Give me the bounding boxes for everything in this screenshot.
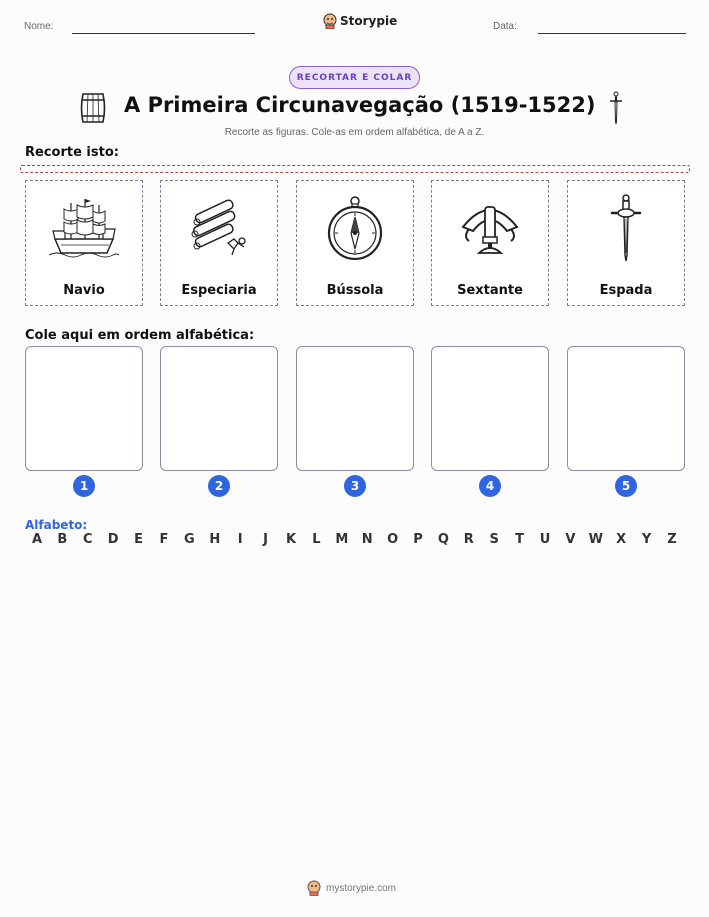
footer xyxy=(307,880,396,896)
alphabet-letter: J xyxy=(263,532,269,547)
cut-card-label: Navio xyxy=(63,283,105,298)
alphabet-letter: D xyxy=(107,532,119,547)
slot-number-2: 2 xyxy=(208,475,230,497)
alphabet-letter: W xyxy=(588,532,603,547)
cut-card-espada[interactable] xyxy=(567,180,685,306)
alphabet-letter: E xyxy=(134,532,144,547)
cut-line xyxy=(20,165,690,173)
activity-badge: RECORTAR E COLAR xyxy=(289,66,420,89)
alphabet-letter: C xyxy=(83,532,93,547)
slot-number-5: 5 xyxy=(615,475,637,497)
compass-icon xyxy=(297,189,413,267)
cut-card-navio[interactable] xyxy=(25,180,143,306)
alphabet-letter: N xyxy=(361,532,373,547)
alphabet-letter: X xyxy=(616,532,627,547)
alphabet-letter: Y xyxy=(641,532,652,547)
alphabet-letter: I xyxy=(237,532,243,547)
alphabet-letter: V xyxy=(565,532,576,547)
title-row xyxy=(0,89,709,127)
cut-card-label: Espada xyxy=(599,283,653,298)
alphabet-letter: K xyxy=(285,532,297,547)
footer-url: mystorypie.com xyxy=(326,882,397,894)
paste-box-1[interactable] xyxy=(25,346,143,471)
cut-card-bussola[interactable] xyxy=(296,180,414,306)
storypie-mascot-icon xyxy=(307,880,321,896)
storypie-mascot-icon xyxy=(323,13,337,29)
slot-number-4: 4 xyxy=(479,475,501,497)
paste-section-label: Cole aqui em ordem alfabética: xyxy=(25,328,255,343)
cut-card-label: Sextante xyxy=(457,283,523,298)
paste-box-4[interactable] xyxy=(431,346,549,471)
instructions: Recorte as figuras. Cole-as em ordem alfabética, de A a Z. xyxy=(224,127,485,138)
alphabet-letter: T xyxy=(515,532,525,547)
alphabet-letter: A xyxy=(31,532,43,547)
cut-card-especiaria[interactable] xyxy=(160,180,278,306)
barrel-icon xyxy=(78,91,108,129)
alphabet-letter: R xyxy=(463,532,474,547)
small-sword-icon xyxy=(606,91,626,129)
date-line xyxy=(538,33,686,34)
name-label: Nome: xyxy=(24,21,54,32)
brand-name: Storypie xyxy=(340,14,398,28)
alphabet-letter: U xyxy=(539,532,551,547)
alphabet-letter: B xyxy=(57,532,68,547)
cut-section-label: Recorte isto: xyxy=(25,145,119,160)
alphabet-letter: Q xyxy=(437,532,449,547)
sword-icon xyxy=(568,189,684,267)
alphabet-letter: P xyxy=(413,532,423,547)
cut-card-sextante[interactable] xyxy=(431,180,549,306)
alphabet-letter: M xyxy=(335,532,349,547)
paste-box-5[interactable] xyxy=(567,346,685,471)
alphabet-letter: G xyxy=(184,532,195,547)
cut-card-label: Bússola xyxy=(326,283,384,298)
alphabet-label: Alfabeto: xyxy=(25,518,88,532)
worksheet-header xyxy=(0,0,709,50)
spice-icon xyxy=(161,189,277,267)
cut-card-label: Especiaria xyxy=(181,283,257,298)
alphabet-letter: S xyxy=(489,532,499,547)
alphabet-row xyxy=(25,532,685,552)
paste-box-2[interactable] xyxy=(160,346,278,471)
paste-box-3[interactable] xyxy=(296,346,414,471)
alphabet-letter: Z xyxy=(667,532,677,547)
ship-icon xyxy=(26,189,142,267)
date-label: Data: xyxy=(493,21,517,32)
sextant-icon xyxy=(432,189,548,267)
alphabet-letter: L xyxy=(312,532,321,547)
alphabet-letter: F xyxy=(159,532,169,547)
alphabet-letter: O xyxy=(387,532,399,547)
slot-number-1: 1 xyxy=(73,475,95,497)
page-title: A Primeira Circunavegação (1519-1522) xyxy=(124,93,596,117)
name-line xyxy=(72,33,255,34)
alphabet-letter: H xyxy=(209,532,221,547)
slot-number-3: 3 xyxy=(344,475,366,497)
storypie-logo xyxy=(323,13,397,29)
